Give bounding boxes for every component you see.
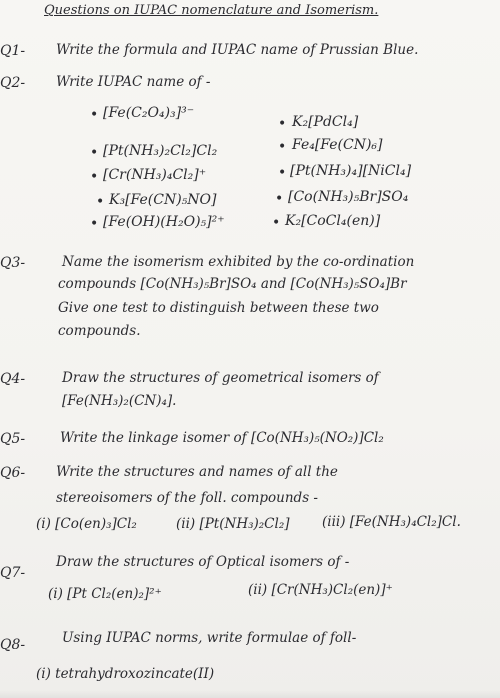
q1-number: Q1- (0, 43, 26, 59)
q3-line-1: Name the isomerism exhibited by the co-ordination (62, 254, 415, 270)
q5-text: Write the linkage isomer of [Co(NH₃)₅(NO₂)]Cl₂ (60, 430, 384, 446)
q7-text: Draw the structures of Optical isomers of - (56, 554, 350, 570)
q6-part-2: (ii) [Pt(NH₃)₂Cl₂] (176, 516, 290, 532)
q2-right-item-3: [Pt(NH₃)₄][NiCl₄] (290, 163, 412, 179)
q2-right-bullet-5: • (272, 215, 281, 231)
q2-left-item-1: [Fe(C₂O₄)₃]³⁻ (103, 105, 195, 121)
q4-line-1: Draw the structures of geometrical isomers of (62, 370, 379, 386)
q2-left-item-5: [Fe(OH)(H₂O)₅]²⁺ (103, 214, 225, 230)
page-title (44, 4, 378, 17)
q2-left-item-2: [Pt(NH₃)₂Cl₂]Cl₂ (103, 143, 218, 159)
q2-left-bullet-4: • (96, 194, 105, 210)
q2-left-bullet-3: • (90, 169, 99, 185)
q2-left-item-3: [Cr(NH₃)₄Cl₂]⁺ (103, 167, 207, 183)
q4-line-2: [Fe(NH₃)₂(CN)₄]. (62, 393, 177, 409)
q6-line-2: stereoisomers of the foll. compounds - (56, 490, 318, 506)
q8-text: Using IUPAC norms, write formulae of foll- (62, 630, 357, 646)
q2-right-bullet-1: • (278, 116, 287, 132)
q2-right-item-5: K₂[CoCl₄(en)] (285, 213, 381, 229)
q3-line-4: compounds. (58, 323, 141, 339)
q6-part-1: (i) [Co(en)₃]Cl₂ (36, 516, 137, 532)
q2-left-item-4: K₃[Fe(CN)₅NO] (109, 192, 217, 208)
q2-right-item-2: Fe₄[Fe(CN)₆] (292, 137, 383, 153)
q8-number: Q8- (0, 637, 26, 653)
q2-number: Q2- (0, 75, 26, 91)
q6-line-1: Write the structures and names of all the (56, 464, 338, 480)
q6-part-3: (iii) [Fe(NH₃)₄Cl₂]Cl. (322, 514, 461, 530)
q3-line-3: Give one test to distinguish between these two (58, 300, 379, 316)
title-text: Questions on IUPAC nomenclature and Isomerism. (44, 3, 379, 18)
q7-part-1: (i) [Pt Cl₂(en)₂]²⁺ (48, 586, 162, 602)
q5-number: Q5- (0, 431, 26, 447)
q2-left-bullet-1: • (90, 107, 99, 123)
q2-left-bullet-2: • (90, 145, 99, 161)
q7-part-2: (ii) [Cr(NH₃)Cl₂(en)]⁺ (248, 582, 393, 598)
q3-line-2: compounds [Co(NH₃)₅Br]SO₄ and [Co(NH₃)₅SO₄]Br (58, 276, 407, 292)
q6-number: Q6- (0, 465, 26, 481)
q2-left-bullet-5: • (90, 216, 99, 232)
q2-right-bullet-4: • (275, 191, 284, 207)
q2-right-item-1: K₂[PdCl₄] (292, 114, 359, 130)
q2-right-bullet-2: • (278, 139, 287, 155)
q2-text: Write IUPAC name of - (56, 74, 211, 90)
q2-right-item-4: [Co(NH₃)₅Br]SO₄ (288, 189, 409, 205)
q3-number: Q3- (0, 255, 26, 271)
q1-text: Write the formula and IUPAC name of Prussian Blue. (56, 42, 419, 58)
q2-right-bullet-3: • (278, 165, 287, 181)
q7-number: Q7- (0, 565, 26, 581)
q8-part-1: (i) tetrahydroxozincate(II) (36, 666, 215, 682)
q4-number: Q4- (0, 371, 26, 387)
page-bottom-shadow (0, 690, 500, 698)
